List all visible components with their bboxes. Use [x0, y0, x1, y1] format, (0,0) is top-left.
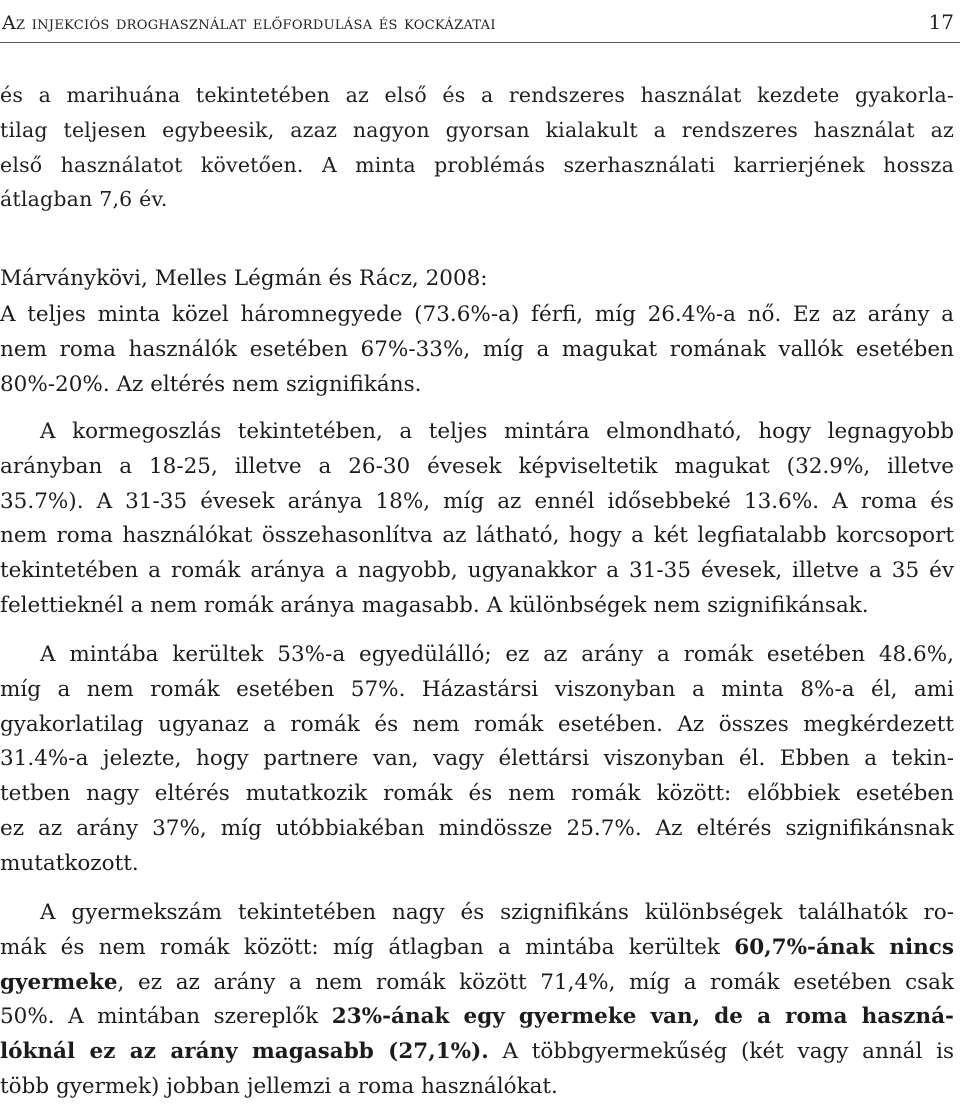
running-header [0, 0, 960, 43]
text-line: első használatot követően. A minta problémás szerhasználati karrierjének hossza [0, 152, 954, 177]
text-line: nem roma használók esetében 67%-33%, míg a magukat romának vallók esetében [0, 336, 954, 362]
text-line: mutatkozott. [0, 850, 139, 876]
text-line: és a marihuána tekintetében az első és a rendszeres használat kezdete gyakorla- [0, 83, 954, 107]
paragraph-gender [0, 298, 954, 402]
text-line: felettieknél a nem romák aránya magasabb. A különbségek nem szignifikánsak. [0, 592, 869, 618]
text-line: gyakorlatilag ugyanaz a romák és nem romák esetében. Az összes megkérdezett [0, 711, 954, 737]
text-line: 35.7%). A 31-35 évesek aránya 18%, míg az ennél idősebbeké 13.6%. A roma és [0, 488, 954, 514]
text-segment: 50%. A mintában szereplők [0, 1004, 332, 1030]
citation-text: Márványkövi, Melles Légmán és Rácz, 2008: [0, 266, 488, 291]
text-line: nem roma használókat összehasonlítva az látható, hogy a két legfiatalabb korcsoport [0, 523, 954, 549]
text-line: tetben nagy eltérés mutatkozik romák és nem romák között: előbbiek esetében [0, 781, 954, 807]
text-line: A gyermekszám tekintetében nagy és szignifikáns különbségek találhatók ro- [40, 900, 954, 925]
text-line [0, 966, 954, 1001]
text-line: 80%-20%. Az eltérés nem szignifikáns. [0, 371, 422, 397]
paragraph-marital [0, 638, 954, 882]
text-line [0, 1035, 954, 1070]
text-line: több gyermek) jobban jellemzi a roma használókat. [0, 1073, 558, 1099]
page-number: 17 [928, 10, 954, 34]
text-line: arányban a 18-25, illetve a 26-30 évesek képviseltetik magukat (32.9%, illetve [0, 453, 954, 479]
bold-segment: 23%-ának egy gyermeke van, de a roma haszná- [331, 1004, 954, 1030]
intro-paragraph [0, 78, 954, 217]
text-line: 31.4%-a jelezte, hogy partnere van, vagy élettársi viszonyban él. Ebben a tekin- [0, 746, 954, 772]
citation-heading [0, 262, 954, 297]
text-line: ez az arány 37%, míg utóbbiakéban mindössze 25.7%. Az eltérés szignifikánsnak [0, 815, 954, 841]
paragraph-age [0, 415, 954, 624]
text-line [0, 931, 954, 966]
text-line: tekintetében a romák aránya a nagyobb, ugyanakkor a 31-35 évesek, illetve a 35 év [0, 558, 954, 584]
text-line: A kormegoszlás tekintetében, a teljes mintára elmondható, hogy legnagyobb [40, 419, 954, 444]
bold-segment: lóknál ez az arány magasabb (27,1%). [0, 1039, 489, 1065]
text-line: A mintába kerültek 53%-a egyedülálló; ez az arány a romák esetében 48.6%, [40, 642, 954, 667]
bold-segment: gyermeke [0, 969, 118, 995]
paragraph-children [0, 896, 954, 1105]
text-segment: , ez az arány a nem romák között 71,4%, míg a romák esetében csak [117, 969, 954, 995]
text-segment: mák és nem romák között: míg átlagban a mintába kerültek [0, 934, 735, 960]
text-line: A teljes minta közel háromnegyede (73.6%-a) férfi, míg 26.4%-a nő. Ez az arány a [0, 302, 954, 327]
text-line: míg a nem romák esetében 57%. Házastársi viszonyban a minta 8%-a él, ami [0, 676, 954, 702]
text-line [0, 1000, 954, 1035]
bold-segment: 60,7%-ának nincs [734, 934, 954, 960]
text-segment: A többgyermekűség (két vagy annál is [488, 1039, 955, 1065]
text-line: átlagban 7,6 év. [0, 187, 168, 212]
text-line: tilag teljesen egybeesik, azaz nagyon gyorsan kialakult a rendszeres használat az [0, 117, 954, 142]
running-header-title: Az injekciós droghasználat előfordulása és kockázatai [2, 12, 496, 34]
